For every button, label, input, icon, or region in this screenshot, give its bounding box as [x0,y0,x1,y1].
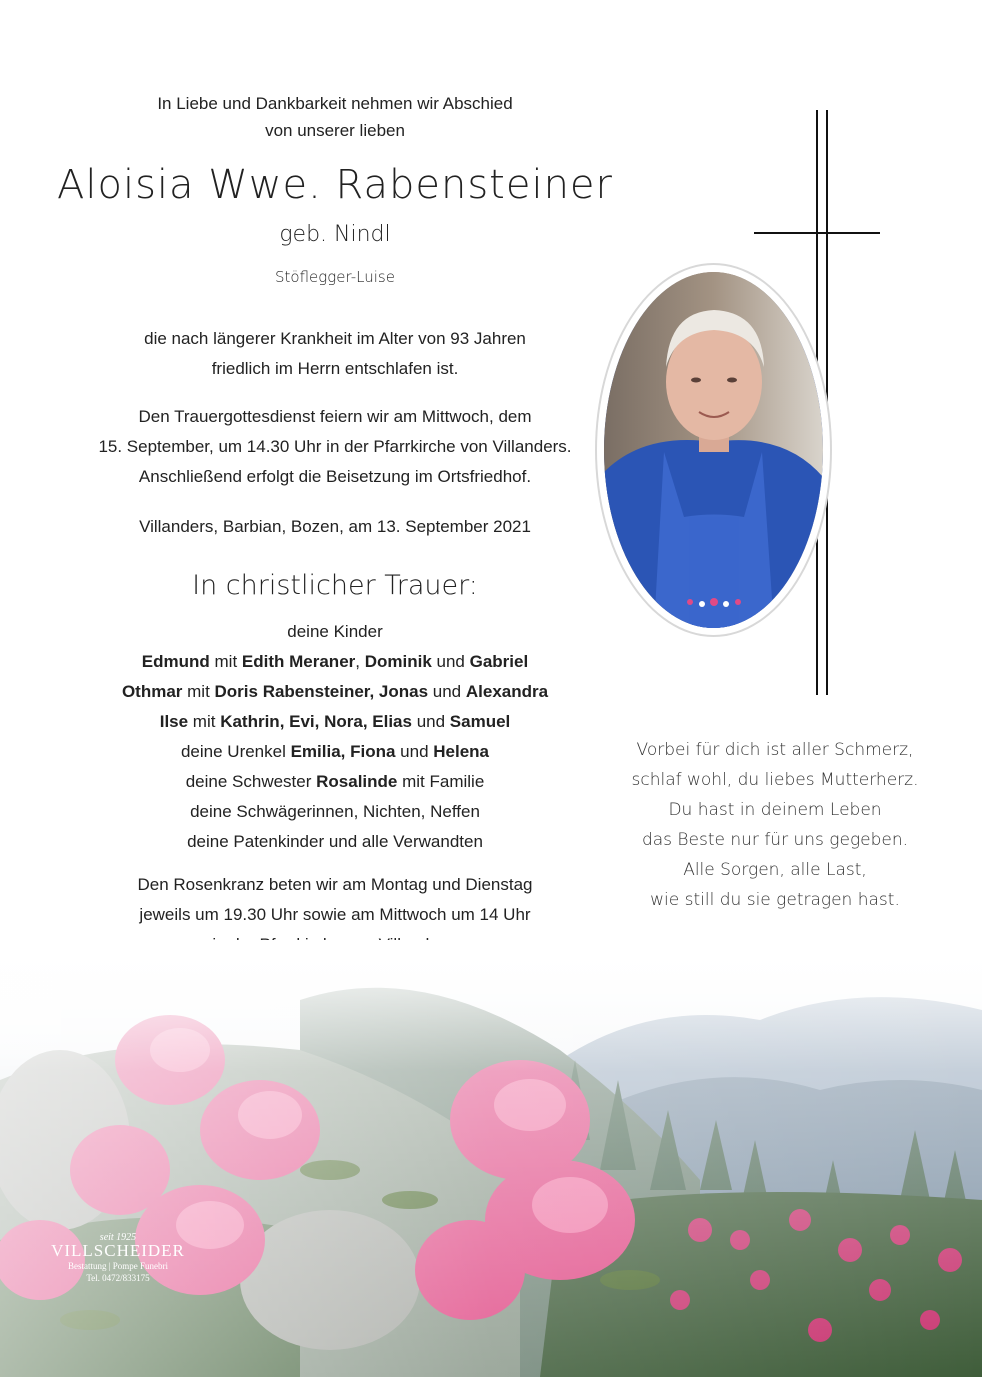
mourning-heading: In christlicher Trauer: [192,570,478,601]
deceased-name: Aloisia Wwe. Rabensteiner [57,162,613,208]
place-date: Villanders, Barbian, Bozen, am 13. September 2021 [139,517,531,536]
portrait-photo [604,272,823,628]
cross-bar [754,232,880,234]
poem-line-5: Alle Sorgen, alle Last, [683,860,867,880]
family-row-5: deine Schwester Rosalinde mit Familie [185,772,485,791]
poem-line-3: Du hast in deinem Leben [668,800,882,820]
family-row-7: deine Patenkinder und alle Verwandten [187,832,483,851]
logo-subtitle: Bestattung | Pompe Funebri [67,1261,169,1271]
funeral-home-logo [38,1232,198,1283]
funeral-notice [60,402,610,492]
intro-text [80,90,590,144]
cross-icon-line [826,110,828,695]
death-notice-line-2: friedlich im Herrn entschlafen ist. [211,359,459,378]
death-notice [60,324,610,384]
rosary-line-1: Den Rosenkranz beten wir am Montag und Dienstag [137,875,533,894]
death-notice-line-1: die nach längerer Krankheit im Alter von 93 Jahren [144,329,526,348]
logo-phone: Tel. 0472/833175 [86,1273,150,1283]
poem [590,735,960,915]
poem-line-4: das Beste nur für uns gegeben. [641,830,909,850]
funeral-line-2: 15. September, um 14.30 Uhr in der Pfarrkirche von Villanders. [98,437,572,456]
rosary-line-2: jeweils um 19.30 Uhr sowie am Mittwoch um 14 Uhr [139,905,531,924]
intro-line-2: von unserer lieben [265,121,405,140]
children-label: deine Kinder [287,622,383,641]
family-row-2: Othmar mit Doris Rabensteiner, Jonas und Alexandra [121,682,549,701]
poem-line-2: schlaf wohl, du liebes Mutterherz. [631,770,919,790]
logo-since: seit 1925 [99,1232,137,1243]
logo-brand: VILLSCHEIDER [51,1241,185,1260]
family-row-1: Edmund mit Edith Meraner, Dominik und Gabriel [141,652,529,671]
poem-line-6: wie still du sie getragen hast. [650,890,900,910]
poem-line-1: Vorbei für dich ist aller Schmerz, [636,740,914,760]
funeral-line-1: Den Trauergottesdienst feiern wir am Mittwoch, dem [138,407,532,426]
family-row-6: deine Schwägerinnen, Nichten, Neffen [190,802,480,821]
family-list [60,617,610,857]
nickname: Stöflegger-Luise [275,268,395,286]
family-row-3: Ilse mit Kathrin, Evi, Nora, Elias und Samuel [159,712,511,731]
funeral-line-3: Anschließend erfolgt die Beisetzung im Ortsfriedhof. [138,467,532,486]
maiden-name: geb. Nindl [279,222,391,247]
intro-line-1: In Liebe und Dankbarkeit nehmen wir Abschied [157,94,513,113]
family-row-4: deine Urenkel Emilia, Fiona und Helena [180,742,490,761]
alpine-roses-image [0,940,982,1377]
